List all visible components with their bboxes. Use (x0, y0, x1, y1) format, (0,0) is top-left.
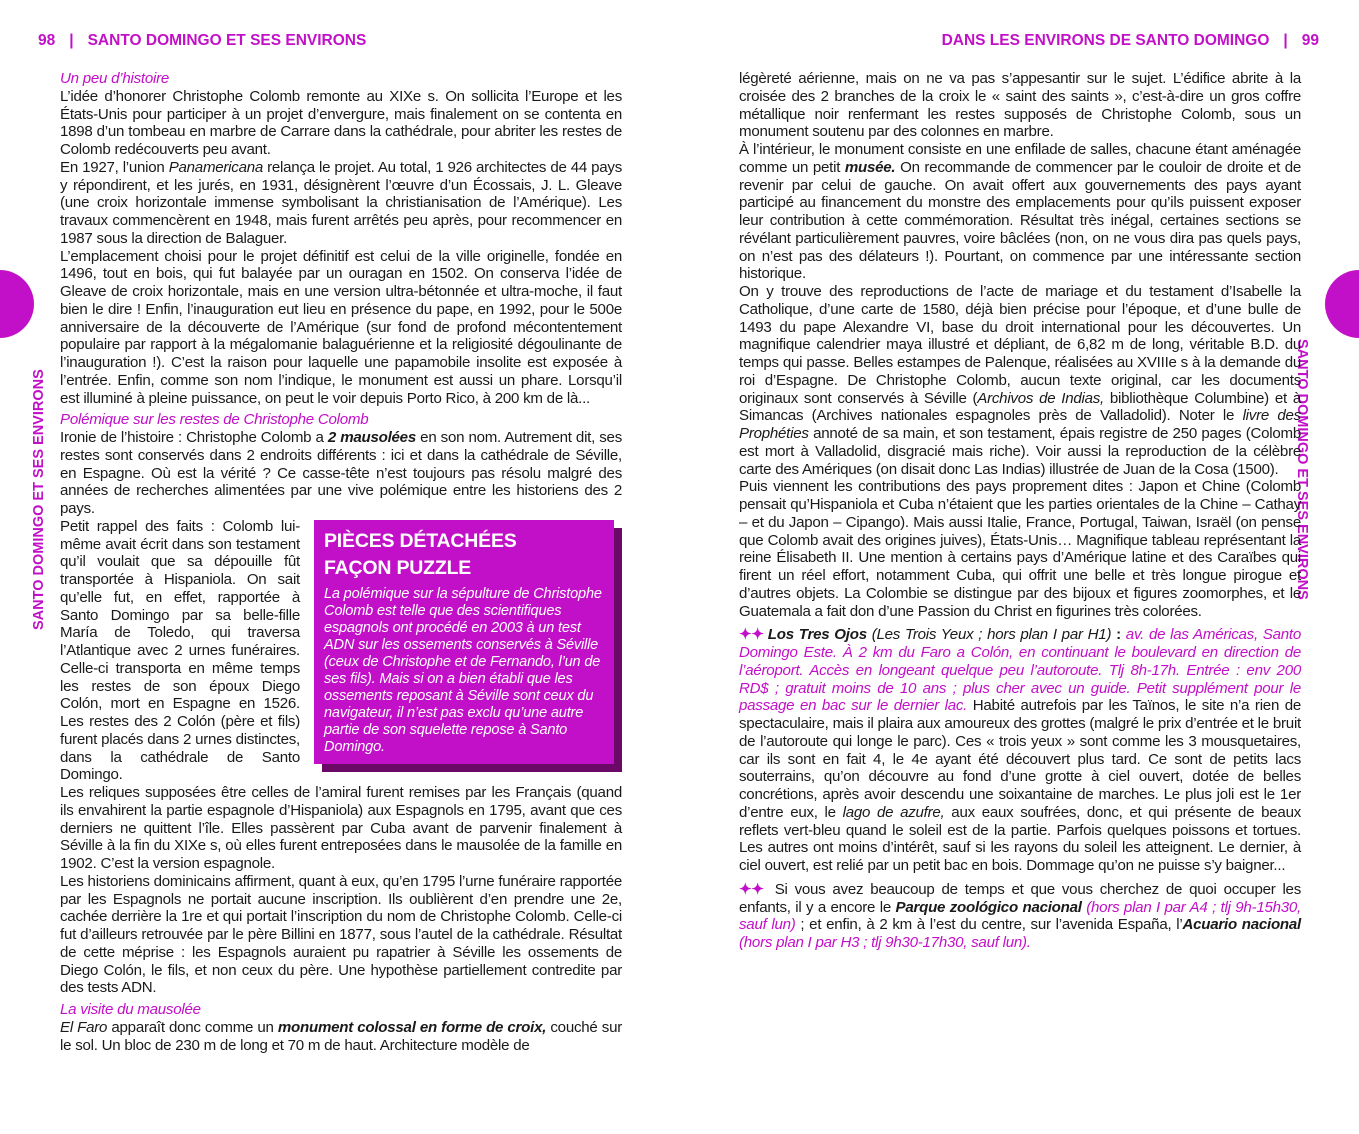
page-number-left: 98 (38, 32, 56, 49)
running-header-left (38, 32, 366, 50)
listing-tres-ojos: ✦✦ Los Tres Ojos (Les Trois Yeux ; hors plan I par H1) : av. de las Américas, Santo Domingo Este. À 2 km du Faro a Colón, en continuant le boulevard en direction de l’aéroport. Accès en longeant quelque peu l’autoroute. Tlj 8h-17h. Entrée : env 200 RD$ ; gratuit moins de 10 ans ; plus cher avec un guide. Petit supplément pour le passage en bac sur le dernier lac. Habité autrefois par les Taïnos, le site n’a rien de spectaculaire, mais il plaira aux amoureux des grottes (malgré le prix d’entrée et le bruit de l’autoroute qui longe le parc). Ces « trois yeux » sont comme les 3 mousquetaires, car ils sont en fait 4, le 4e ayant été découvert plus tard. Ce sont de petits lacs souterrains, qu’on découvre au fond d’une grotte à ciel ouvert, dotée de belles concrétions, après avoir descendu une soixantaine de marches. Le plus joli est le 1er d’entre eux, le lago de azufre, aux eaux soufrées, donc, et qui présente de beaux reflets vert-bleu quand le soleil est de la partie. Parfois quelques poissons et tortues. Les autres ont moins d’intérêt, sauf si les rayons du soleil les atteignent. Le dernier, à ciel ouvert, est relié par un petit bac en bois. Dommage qu’on ne puisse s’y baigner... (739, 626, 1302, 874)
running-header-right (942, 32, 1319, 50)
page-number-right: 99 (1301, 32, 1319, 49)
right-page-column (739, 70, 1301, 952)
paragraph: À l’intérieur, le monument consiste en une enfilade de salles, chacune étant aménagée comme un petit musée. On recommande de commencer par le couloir de droite et de revenir par celui de gauche. On avait offert aux gouvernements des pays ayant participé au financement du monstre des emplacements pour qu’ils puissent exposer leur contribution à cette commémoration. Résultat très inégal, certaines sections se révélant particulièrement pauvres, voire bâclées (non, on ne vous dira pas quels pays, on n’est pas des délateurs !). Pourtant, on commence par une intéressante section historique. (739, 141, 1301, 283)
side-label-right: SANTO DOMINGO ET SES ENVIRONS (1294, 339, 1310, 600)
listing-zoo-aquarium: ✦✦ Si vous avez beaucoup de temps et que vous cherchez de quoi occuper les enfants, il y a encore le Parque zoológico nacional (hors plan I par A4 ; tlj 9h-15h30, sauf lun) ; et enfin, à 2 km à l’est du centre, sur l’avenida España, l’Acuario nacional (hors plan I par H3 ; tlj 9h30-17h30, sauf lun). (739, 880, 1301, 951)
sidebar-box-title: PIÈCES DÉTACHÉES FAÇON PUZZLE (324, 529, 517, 579)
paragraph: En 1927, l’union Panamericana relança le projet. Au total, 1 926 architectes de 44 pays y répondirent, et les jurés, en 1931, désignèrent l’œuvre d’un Écossais, J. L. Gleave (une croix horizontale immense symbolisant la christianisation de l’Amérique). Les travaux commencèrent en 1948, mais furent arrêtés peu après, pour recommencer en 1987 sous la direction de Balaguer. (60, 158, 622, 247)
paragraph: Les historiens dominicains affirment, quant à eux, qu’en 1795 l’urne funéraire rapportée par les Espagnols ne portait aucune inscription. Ils oublièrent d’en prendre une 2e, cachée derrière la 1re et qui portait l’inscription du nom de Christophe Colomb. Celle-ci fut d’ailleurs retrouvée par le père Billini en 1877, sous l’autel de la cathédrale. Résultat de cette méprise : les Espagnols auraient pu rapatrier à Séville les ossements de Diego Colón, le fils, et non ceux du père. Une hypothèse partiellement contredite par des tests ADN. (60, 872, 622, 997)
paragraph: Petit rappel des faits : Colomb lui-même avait écrit dans son testament qu’il voulait que sa dépouille fût transportée à Hispaniola. On sait qu’elle fut, en effet, rapportée à Santo Domingo par sa belle-fille María de Toledo, qui traversa l’Atlantique avec 2 urnes funéraires. Celle-ci transporta en même temps les restes de son époux Diego Colón, mort en Espagne en 1526. Les restes des 2 Colón (père et fils) furent placés dans 2 urnes distinctes, dans la cathédrale de Santo Domingo. (60, 517, 300, 784)
header-title-left: SANTO DOMINGO ET SES ENVIRONS (87, 32, 367, 49)
left-page-column (60, 70, 622, 1054)
family-icon: ✦✦ (739, 880, 764, 898)
paragraph: L’idée d’honorer Christophe Colomb remonte au XIXe s. On sollicita l’Europe et les États-Unis pour participer à un projet d’envergure, mais finalement on se contenta en 1898 d’un tombeau en marbre de Carrare dans la cathédrale, pour abriter les restes de Colomb redécouverts peu avant. (60, 87, 622, 158)
side-label-left: SANTO DOMINGO ET SES ENVIRONS (31, 369, 47, 630)
subheading: Polémique sur les restes de Christophe Colomb (60, 411, 369, 429)
header-title-right: DANS LES ENVIRONS DE SANTO DOMINGO (941, 32, 1270, 49)
family-icon: ✦✦ (739, 626, 764, 644)
paragraph: El Faro apparaît donc comme un monument colossal en forme de croix, couché sur le sol. Un bloc de 230 m de long et 70 m de haut. Architecture modèle de (60, 1018, 622, 1054)
paragraph: On y trouve des reproductions de l’acte de mariage et du testament d’Isabelle la Catholique, d’une carte de 1580, déjà bien précise pour l’époque, et d’une bulle de 1493 du pape Alexandre VI, base du droit international pour les découvertes. Un magnifique calendrier maya illustré et dépliant, de 6,82 m de long, véritable B.D. du temps qui passe. Belles estampes de Palenque, réalisées au XVIIIe s à la demande du roi d’Espagne. De Christophe Colomb, aucun texte original, car les documents originaux sont conservés à Séville (Archivos de Indias, bibliothèque Columbine) et à Simancas (Archives nationales espagnoles près de Valladolid). Noter le livre des Prophéties annoté de sa main, et son testament, épais registre de 250 pages (Colomb est mort à Valladolid, disgracié mais riche). Voir aussi la reproduction de la célèbre carte des Amériques (on disait donc Las Indias) illustrée de Juan de la Cosa (1500). (739, 283, 1301, 478)
thumb-tab-left (0, 270, 34, 338)
sidebar-box-text: La polémique sur la sépulture de Christophe Colomb est telle que des scientifiques espagnols ont procédé en 2003 à un test ADN sur les ossements conservés à Séville (ceux de Christophe et de Fernando, l’un de ses fils). Mais si on a bien établi que les ossements reposant à Séville sont ceux du navigateur, il n’est pas exclu qu’une autre partie de son squelette repose à Santo Domingo. (324, 585, 602, 755)
paragraph: légèreté aérienne, mais on ne va pas s’appesantir sur le sujet. L’édifice abrite à la croisée des 2 branches de la croix le « saint des saints », c’est-à-dire un gros coffre métallique noir renfermant les restes supposés de Christophe Colomb, sous un monument soutenu par des colonnes en marbre. (739, 70, 1301, 141)
thumb-tab-right (1325, 270, 1359, 338)
paragraph: Ironie de l’histoire : Christophe Colomb a 2 mausolées en son nom. Autrement dit, ses restes sont conservés dans 2 endroits différents : ici et dans la cathédrale de Séville, en Espagne. Où est la vérité ? Ce casse-tête n’est toujours pas résolu malgré des années de recherches alimentées par une vive polémique entre les historiens des 2 pays. (60, 429, 622, 517)
header-separator: | (69, 32, 74, 49)
paragraph: Puis viennent les contributions des pays proprement dites : Japon et Chine (Colomb pensait qu’Hispaniola et Cuba n’étaient que les parties orientales de la Chine – Cathay – et du Japon – Cipango). Mais aussi Italie, France, Portugal, Taiwan, Israël (on pense que Colomb avait des origines juives), États-Unis… Magnifique tableau représentant la reine Élisabeth II. Une mention à certains pays d’Amérique latine et des Caraïbes qui firent un réel effort, notamment Cuba, qui offrit une belle et très longue pirogue et d’autres objets. La Colombie se distingue par des bijoux et figures zoomorphes, et le Guatemala a fait don d’une Passion du Christ en figurines très colorées. (739, 478, 1301, 620)
paragraph: Les reliques supposées être celles de l’amiral furent remises par les Français (quand ils envahirent la partie espagnole d’Hispaniola) aux Espagnols en 1795, avant que ces derniers ne quittent l’île. Elles passèrent par Cuba avant de parvenir finalement à Séville à la fin du XIXe s, où elles furent entreposées dans le mausolée de la famille en 1902. C’est la version espagnole. (60, 784, 622, 872)
sidebar-box-panel (314, 520, 614, 764)
subheading: Un peu d’histoire (60, 70, 170, 87)
header-separator: | (1283, 32, 1288, 49)
subheading: La visite du mausolée (60, 1001, 201, 1018)
paragraph: L’emplacement choisi pour le projet définitif est celui de la ville originelle, fondée en 1496, tout en bois, qui fut balayée par un ouragan en 1502. On conserva l’idée de Gleave de croix horizontale, mais en une version ultra-bétonnée et ultra-moche, il faut bien le dire ! Enfin, l’inauguration eut lieu en présence du pape, en 1992, pour le 500e anniversaire de la découverte de l’Amérique (sur fond de profond mécontentement populaire par rapport à la mégalomanie balaguérienne et la religiosité dégoulinante de l’inauguration !). C’est la raison pour laquelle une papamobile insolite est exposée à l’entrée. Enfin, comme son nom l’indique, le monument est aussi un phare. Lorsqu’il est illuminé à pleine puissance, on peut le voir depuis Porto Rico, à 200 km de là... (60, 247, 622, 407)
sidebar-box (314, 520, 622, 772)
